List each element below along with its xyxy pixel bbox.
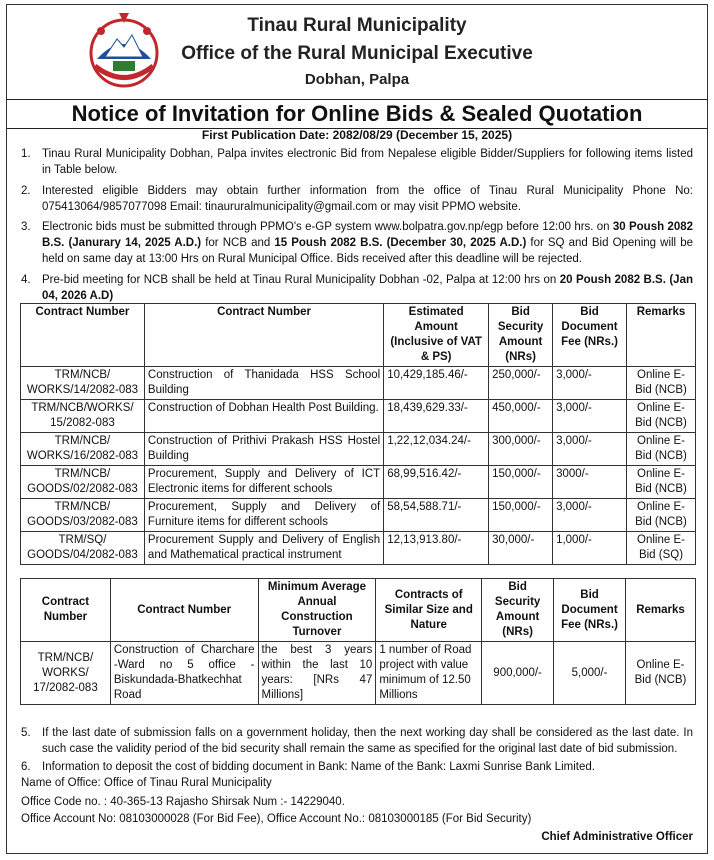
cell-amount: 1,22,12,034.24/- (384, 433, 489, 466)
table-header-row (21, 579, 696, 642)
clause-6: 6. Information to deposit the cost of bidding document in Bank: Name of the Bank: Laxmi Sunrise Bank Limited. (21, 761, 595, 773)
table-row (21, 642, 696, 705)
table-row (21, 367, 696, 400)
cell-fee: 5,000/- (554, 642, 626, 705)
col-similar-contracts: Contracts of Similar Size and Nature (376, 579, 482, 642)
signatory: Chief Administrative Officer (541, 831, 693, 843)
cell-fee: 3000/- (553, 466, 627, 499)
col-contract-number: Contract Number (21, 579, 111, 642)
cell-amount: 10,429,185.46/- (384, 367, 489, 400)
cell-fee: 3,000/- (553, 433, 627, 466)
office-name: Office of the Rural Municipal Executive (181, 43, 533, 64)
office-location: Dobhan, Palpa (304, 71, 410, 88)
col-bid-security: Bid Security Amount (NRs) (482, 579, 554, 642)
col-contract-number: Contract Number (21, 304, 145, 367)
cell-description: Procurement, Supply and Delivery of ICT Electronic items for different schools (144, 466, 383, 499)
col-remarks: Remarks (626, 579, 696, 642)
col-estimated-amount: Estimated Amount (Inclusive of VAT & PS) (384, 304, 489, 367)
cell-fee: 1,000/- (553, 532, 627, 565)
col-bid-security: Bid Security Amount (NRs) (489, 304, 553, 367)
office-code-line: Office Code no. : 40-365-13 Rajasho Shirsak Num :- 14229040. (21, 796, 345, 808)
bid-items-table (20, 303, 696, 565)
cell-security: 300,000/- (489, 433, 553, 466)
cell-remarks: Online E-Bid (NCB) (627, 400, 696, 433)
cell-turnover: the best 3 years within the last 10 years: [NRs 47 Millions] (258, 642, 376, 705)
cell-description: Construction of Charchare -Ward no 5 office -Biskundada-Bhatkechhat Road (110, 642, 258, 705)
clause-5: 5. If the last date of submission falls on a government holiday, then the next working day shall be considered as the last date. In such case the validity period of the bid security shall remain the same as specified for the original last date of bid submission. (21, 727, 693, 755)
col-contract-name: Contract Number (144, 304, 383, 367)
cell-remarks: Online E-Bid (NCB) (627, 433, 696, 466)
cell-amount: 12,13,913.80/- (384, 532, 489, 565)
clause-2: 2. Interested eligible Bidders may obtain further information from the office of Tinau Rural Municipality Phone No: 075413064/9857077098 Email: tinaururalmunicipality@gmail.com or may visit PPMO website. (21, 185, 693, 213)
header (7, 5, 707, 98)
cell-description: Construction of Prithivi Prakash HSS Hostel Building (144, 433, 383, 466)
col-turnover: Minimum Average Annual Construction Turnover (258, 579, 376, 642)
cell-amount: 68,99,516.42/- (384, 466, 489, 499)
cell-security: 250,000/- (489, 367, 553, 400)
cell-amount: 18,439,629.33/- (384, 400, 489, 433)
clause-1: 1. Tinau Rural Municipality Dobhan, Palpa invites electronic Bid from Nepalese eligible Bidder/Suppliers for following items listed in Table below. (21, 148, 693, 176)
cell-security: 900,000/- (482, 642, 554, 705)
cell-remarks: Online E-Bid (NCB) (627, 367, 696, 400)
cell-fee: 3,000/- (553, 400, 627, 433)
cell-contract-number: TRM/NCB/ WORKS/16/2082-083 (21, 433, 145, 466)
col-document-fee: Bid Document Fee (NRs.) (553, 304, 627, 367)
col-contract-name: Contract Number (110, 579, 258, 642)
notice-title: Notice of Invitation for Online Bids & Sealed Quotation (7, 99, 707, 129)
table-row (21, 400, 696, 433)
cell-fee: 3,000/- (553, 499, 627, 532)
table-row (21, 532, 696, 565)
cell-contract-number: TRM/NCB/ GOODS/02/2082-083 (21, 466, 145, 499)
table-row (21, 499, 696, 532)
clause-4: 4. Pre-bid meeting for NCB shall be held at Tinau Rural Municipality Dobhan -02, Palpa at 12:00 hrs on 20 Poush 2082 B.S. (Jan 04, 2026 A.D) (21, 274, 694, 302)
account-line: Office Account No: 08103000028 (For Bid Fee), Office Account No.: 08103000185 (For Bid Security) (21, 813, 532, 825)
cell-contract-number: TRM/NCB/ WORKS/14/2082-083 (21, 367, 145, 400)
cell-contract-number: TRM/NCB/ GOODS/03/2082-083 (21, 499, 145, 532)
cell-remarks: Online E-Bid (NCB) (626, 642, 696, 705)
cell-remarks: Online E-Bid (NCB) (627, 499, 696, 532)
municipality-name: Tinau Rural Municipality (247, 15, 467, 36)
cell-security: 150,000/- (489, 499, 553, 532)
cell-amount: 58,54,588.71/- (384, 499, 489, 532)
cell-security: 150,000/- (489, 466, 553, 499)
cell-contract-number: TRM/SQ/ GOODS/04/2082-083 (21, 532, 145, 565)
cell-similar-contracts: 1 number of Road project with value minimum of 12.50 Millions (376, 642, 482, 705)
table-row (21, 466, 696, 499)
cell-fee: 3,000/- (553, 367, 627, 400)
clause-3: 3. Electronic bids must be submitted through PPMO's e-GP system www.bolpatra.gov.np/egp before 12:00 hrs. on 30 Poush 2082 B.S. (Janurary 14, 2025 A.D.) for NCB and 15 Poush 2082 B.S. (December 30, 2025 A.D.) for SQ and Bid Opening will be held on same day at 13:00 Hrs on Rural Municipal Office. Bids received after this deadline will be rejected. (21, 221, 694, 265)
table-header-row (21, 304, 696, 367)
cell-contract-number: TRM/NCB/WORKS/ 15/2082-083 (21, 400, 145, 433)
col-remarks: Remarks (627, 304, 696, 367)
cell-description: Procurement Supply and Delivery of English and Mathematical practical instrument (144, 532, 383, 565)
cell-description: Procurement, Supply and Delivery of Furniture items for different schools (144, 499, 383, 532)
cell-contract-number: TRM/NCB/ WORKS/ 17/2082-083 (21, 642, 111, 705)
cell-security: 450,000/- (489, 400, 553, 433)
publication-date: First Publication Date: 2082/08/29 (December 15, 2025) (201, 128, 513, 142)
office-name-line: Name of Office: Office of Tinau Rural Municipality (21, 777, 272, 789)
col-document-fee: Bid Document Fee (NRs.) (554, 579, 626, 642)
cell-description: Construction of Thanidada HSS School Building (144, 367, 383, 400)
works-contract-table (20, 578, 696, 705)
cell-remarks: Online E-Bid (SQ) (627, 532, 696, 565)
cell-description: Construction of Dobhan Health Post Building. (144, 400, 383, 433)
notice-page (6, 4, 708, 854)
table-row (21, 433, 696, 466)
cell-security: 30,000/- (489, 532, 553, 565)
cell-remarks: Online E-Bid (NCB) (627, 466, 696, 499)
